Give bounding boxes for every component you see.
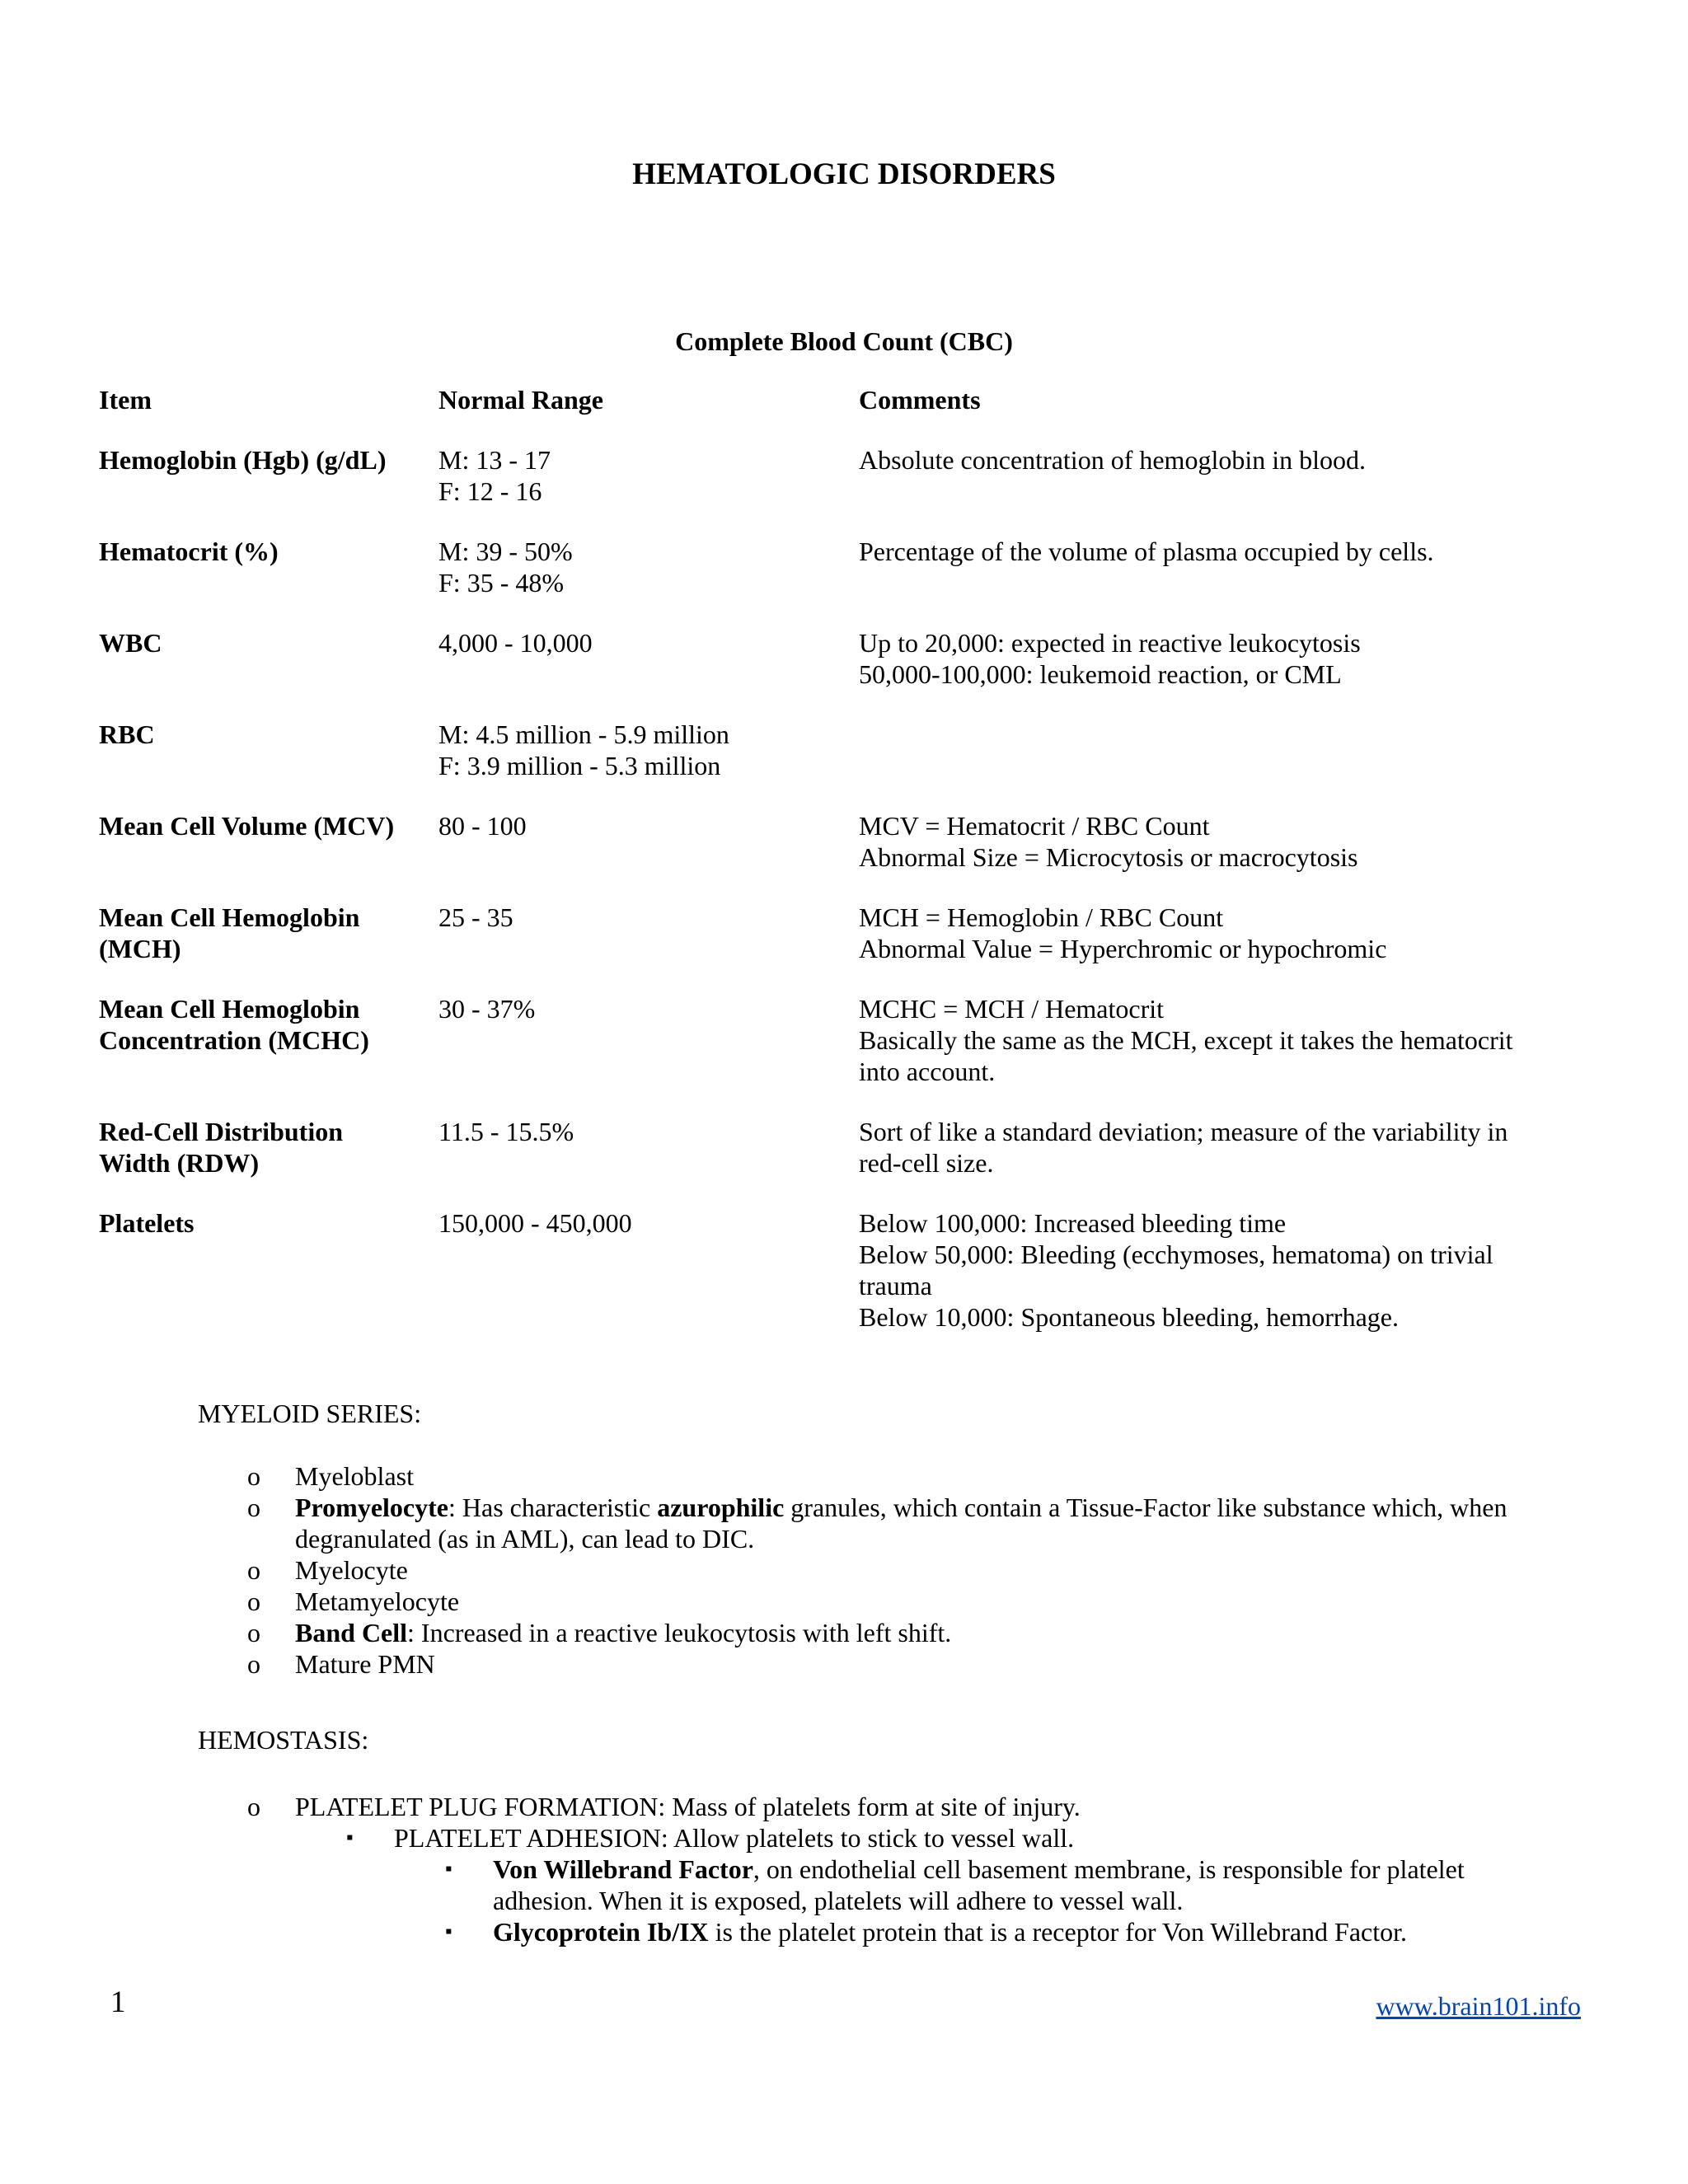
list-item [445,1854,1566,1916]
list-item [346,1822,1566,1854]
cell-comments [859,627,1550,690]
cell-line: Mean Cell Volume (MCV) [99,811,395,841]
website-link[interactable]: www.brain101.info [1376,1991,1581,2021]
hemostasis-list [247,1791,1566,1947]
bullet-icon: o [247,1618,260,1647]
cell-line: Below 10,000: Spontaneous bleeding, hemorrhage. [859,1302,1399,1332]
table-row [99,993,1550,1087]
list-item [247,1791,1566,1822]
cell-line: MCH = Hemoglobin / RBC Count [859,902,1224,932]
list-item [247,1586,1550,1617]
cell-line: F: 35 - 48% [438,568,564,598]
cell-line: 4,000 - 10,000 [438,628,593,658]
bullet-icon: o [247,1493,260,1522]
cell-comments [859,1116,1550,1179]
text-fragment: is the platelet protein that is a receptor for Von Willebrand Factor. [708,1917,1408,1947]
list-item [247,1492,1550,1554]
cell-comments [859,444,1550,507]
cbc-header-row [99,384,1550,415]
header-item: Item [99,385,152,415]
cbc-table [99,384,1550,1361]
table-row [99,1116,1550,1179]
cell-line: Percentage of the volume of plasma occupied by cells. [859,537,1434,566]
cell-range [438,993,859,1087]
cell-line: Absolute concentration of hemoglobin in blood. [859,445,1366,475]
cell-line: Width (RDW) [99,1148,260,1178]
cell-line: Below 100,000: Increased bleeding time [859,1208,1287,1238]
list-item [247,1648,1550,1680]
cell-line: M: 4.5 million - 5.9 million [438,719,729,749]
table-row [99,444,1550,507]
cell-line: Below 50,000: Bleeding (ecchymoses, hematoma) on trivial [859,1240,1493,1269]
cell-line: 25 - 35 [438,902,513,932]
cell-line: M: 39 - 50% [438,537,573,566]
cell-item [99,902,438,964]
cell-line: M: 13 - 17 [438,445,551,475]
cell-line: MCV = Hematocrit / RBC Count [859,811,1210,841]
glycoprotein-text [493,1916,1407,1947]
cell-line [859,719,1550,750]
cbc-rows [99,444,1550,1333]
bullet-icon: o [247,1649,260,1679]
cell-line: Red-Cell Distribution [99,1117,343,1146]
text-fragment: , on endothelial cell basement membrane, is responsible for platelet [753,1854,1465,1884]
cell-item [99,444,438,507]
bullet-icon: o [247,1586,260,1616]
cell-range [438,1116,859,1179]
table-row [99,536,1550,598]
text-fragment: adhesion. When it is exposed, platelets will adhere to vessel wall. [493,1886,1184,1915]
cell-item [99,810,438,873]
cell-line: Hematocrit (%) [99,537,279,566]
cell-line: Sort of like a standard deviation; measure of the variability in [859,1117,1508,1146]
cell-item [99,1116,438,1179]
term-bold: Von Willebrand Factor [493,1854,753,1884]
table-row [99,627,1550,690]
vwf-text [493,1854,1465,1916]
text-fragment: : Increased in a reactive leukocytosis with left shift. [407,1618,952,1647]
table-row [99,719,1550,781]
cell-range [438,1207,859,1333]
square-bullet-icon: ▪ [445,1921,452,1943]
bullet-icon: o [247,1555,260,1585]
text-fragment: degranulated (as in AML), can lead to DIC. [295,1524,755,1554]
cell-line: 80 - 100 [438,811,527,841]
page-title: HEMATOLOGIC DISORDERS [632,157,1056,191]
myeloid-item-text [295,1492,1507,1554]
myeloid-item-text [295,1617,951,1648]
cell-item [99,536,438,598]
cell-line: Mean Cell Hemoglobin [99,902,360,932]
text-fragment: granules, which contain a Tissue-Factor like substance which, when [784,1493,1507,1522]
hemostasis-heading: HEMOSTASIS: [198,1725,369,1755]
list-item [445,1916,1566,1947]
table-row [99,1207,1550,1333]
cell-line: RBC [99,719,155,749]
text-fragment: : Has characteristic [448,1493,658,1522]
cell-line: WBC [99,628,162,658]
myeloid-list [247,1460,1550,1680]
cell-item [99,719,438,781]
cell-line: Up to 20,000: expected in reactive leukocytosis [859,628,1361,658]
cell-line: Platelets [99,1208,195,1238]
cell-line: red-cell size. [859,1148,994,1178]
cell-comments [859,719,1550,781]
cell-line: F: 3.9 million - 5.3 million [438,751,721,780]
list-item [247,1460,1550,1492]
cell-line: 30 - 37% [438,994,536,1024]
adhesion-text: PLATELET ADHESION: Allow platelets to stick to vessel wall. [394,1823,1075,1853]
cell-range [438,627,859,690]
square-bullet-icon: ▪ [445,1858,452,1880]
cell-comments [859,1207,1550,1333]
bullet-icon: o [247,1461,260,1491]
cell-range [438,444,859,507]
cell-comments [859,993,1550,1087]
cell-line: Abnormal Size = Microcytosis or macrocytosis [859,842,1358,872]
cell-line: Mean Cell Hemoglobin [99,994,360,1024]
myeloid-heading: MYELOID SERIES: [198,1399,422,1428]
cell-line: into account. [859,1057,996,1086]
list-item [247,1617,1550,1648]
cell-line: Hemoglobin (Hgb) (g/dL) [99,445,387,475]
cell-line: 50,000-100,000: leukemoid reaction, or CML [859,659,1342,689]
plug-formation-text: PLATELET PLUG FORMATION: Mass of platelets form at site of injury. [295,1792,1081,1821]
cell-range [438,810,859,873]
header-range: Normal Range [438,385,603,415]
myeloid-item-text: Metamyelocyte [295,1586,460,1616]
table-row [99,902,1550,964]
header-comments: Comments [859,385,981,415]
cell-line: 150,000 - 450,000 [438,1208,632,1238]
cbc-title: Complete Blood Count (CBC) [675,326,1013,356]
bullet-icon: o [247,1792,260,1821]
page-number: 1 [110,1985,126,2019]
cell-line: Basically the same as the MCH, except it takes the hematocrit [859,1025,1513,1055]
cell-line: F: 12 - 16 [438,476,542,506]
term-bold: Band Cell [295,1618,408,1647]
table-row [99,810,1550,873]
cell-line: trauma [859,1271,932,1301]
cell-item [99,1207,438,1333]
myeloid-item-text: Myeloblast [295,1461,414,1491]
list-item [247,1554,1550,1586]
term-bold: Promyelocyte [295,1493,448,1522]
cell-line: MCHC = MCH / Hematocrit [859,994,1165,1024]
term-bold: azurophilic [657,1493,785,1522]
cell-line: Abnormal Value = Hyperchromic or hypochromic [859,934,1387,963]
cell-comments [859,536,1550,598]
cell-line: Concentration (MCHC) [99,1025,369,1055]
myeloid-item-text: Myelocyte [295,1555,408,1585]
cell-item [99,993,438,1087]
cell-item [99,627,438,690]
square-bullet-icon: ▪ [346,1827,354,1849]
cell-line: (MCH) [99,934,181,963]
cell-comments [859,810,1550,873]
term-bold: Glycoprotein Ib/IX [493,1917,709,1947]
cell-range [438,902,859,964]
myeloid-item-text: Mature PMN [295,1649,435,1679]
cell-range [438,719,859,781]
cell-range [438,536,859,598]
cell-line: 11.5 - 15.5% [438,1117,574,1146]
cell-comments [859,902,1550,964]
